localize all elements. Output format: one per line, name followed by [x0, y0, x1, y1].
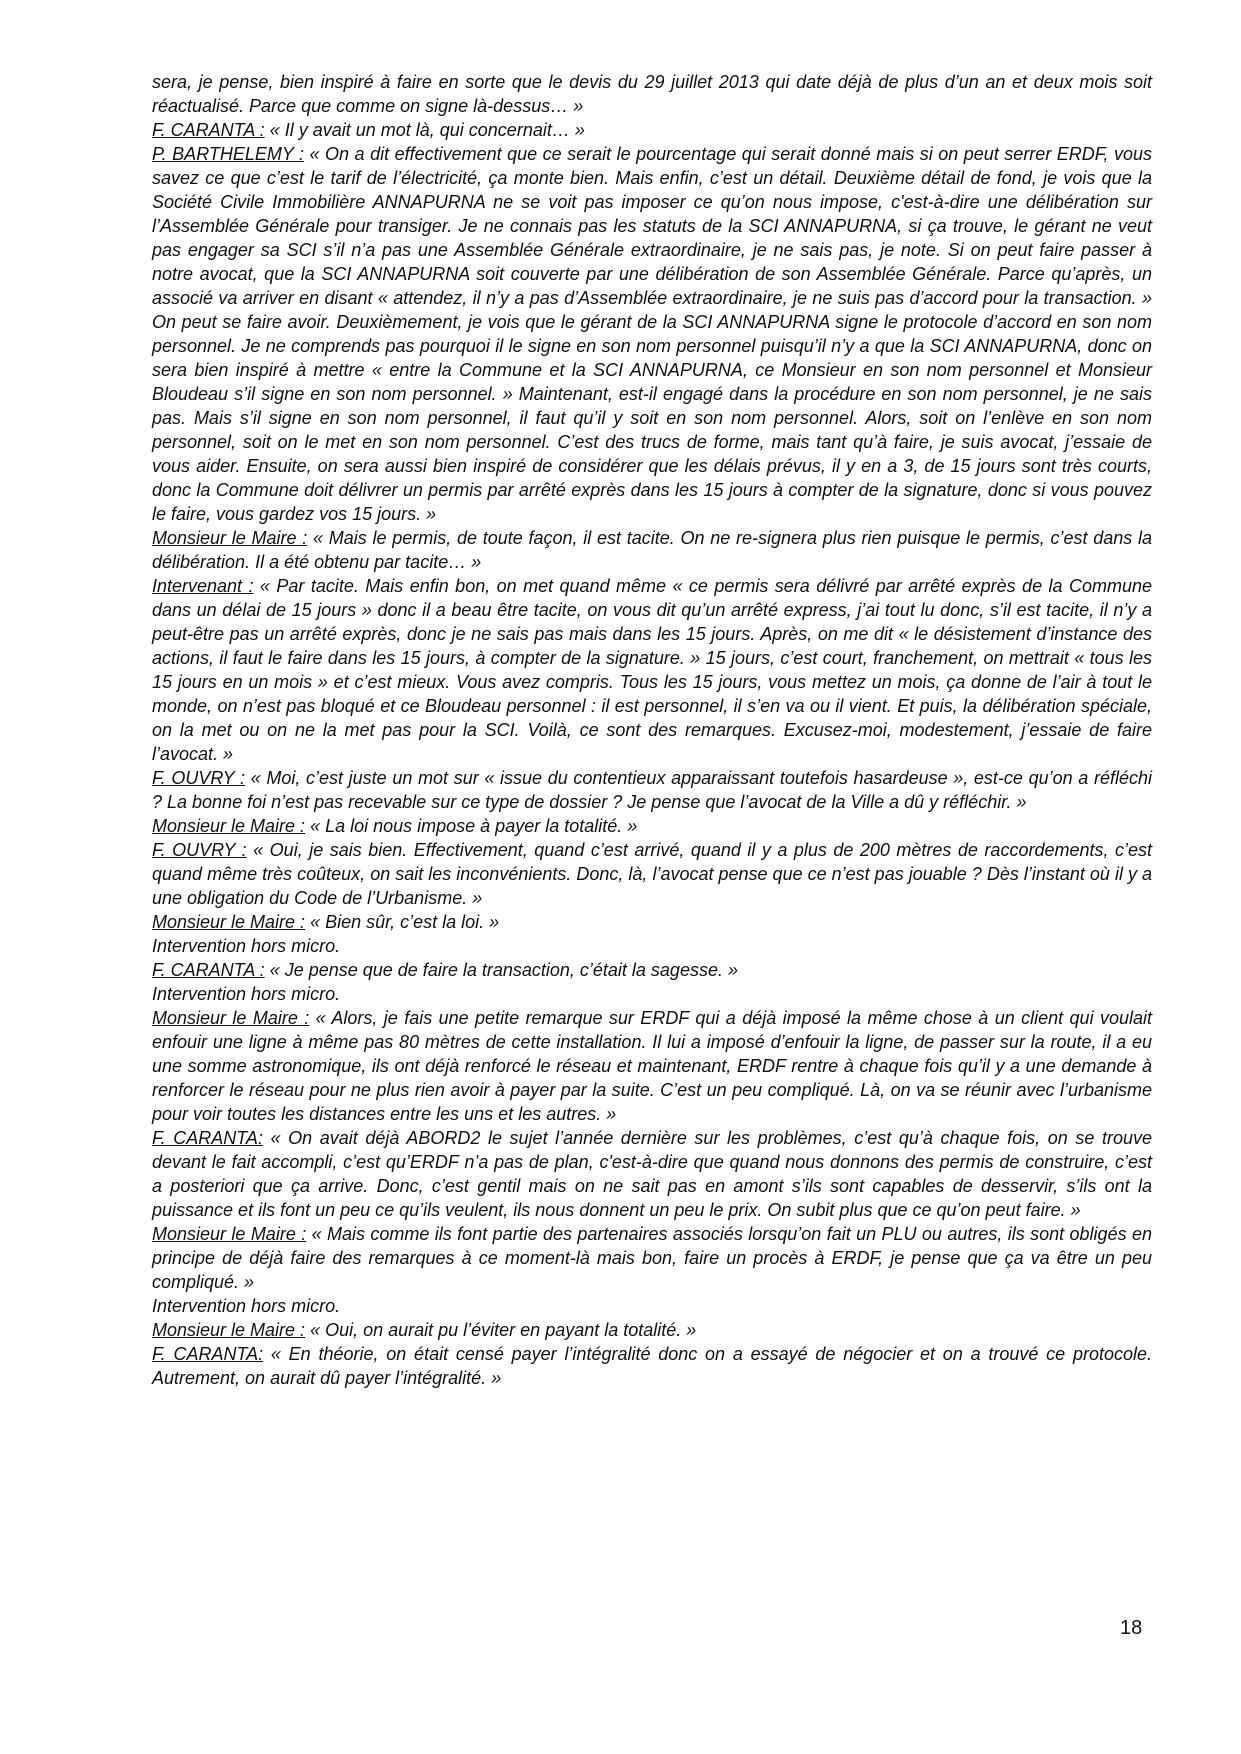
speech-text: « En théorie, on était censé payer l’intégralité donc on a essayé de négocier et on a trouvé ce protocole. Autrement, on aurait dû payer l’intégralité. » [152, 1344, 1152, 1388]
speaker-name: Monsieur le Maire : [152, 912, 306, 932]
paragraph [152, 1342, 1152, 1390]
paragraph [152, 70, 1152, 118]
speech-text: « Moi, c’est juste un mot sur « issue du contentieux apparaissant toutefois hasardeuse », est-ce qu’on a réfléchi ? La bonne foi n’est pas recevable sur ce type de dossier ? Je pense que l’avocat de la Ville a dû y réfléchir. » [152, 768, 1152, 812]
paragraph [152, 142, 1152, 526]
speaker-name: Intervenant : [152, 576, 254, 596]
speech-text: « Oui, on aurait pu l’éviter en payant la totalité. » [305, 1320, 697, 1340]
speaker-name: F. CARANTA : [152, 120, 265, 140]
paragraph [152, 838, 1152, 910]
document-body [152, 70, 1152, 1390]
speech-text: « Je pense que de faire la transaction, c’était la sagesse. » [264, 960, 738, 980]
speaker-name: F. OUVRY : [152, 840, 247, 860]
speaker-name: F. CARANTA: [152, 1344, 264, 1364]
speaker-name: F. CARANTA : [152, 960, 265, 980]
paragraph [152, 118, 1152, 142]
paragraph [152, 1006, 1152, 1126]
speech-text: « On avait déjà ABORD2 le sujet l’année dernière sur les problèmes, c’est qu’à chaque fois, on se trouve devant le fait accompli, c’est qu’ERDF n’a pas de plan, c'est-à-dire que quand nous donnons des permis de construire, c’est a posteriori que ça arrive. Donc, c’est gentil mais on ne sait pas en amont s’ils sont capables de desservir, s’ils ont la puissance et ils font un peu ce qu’ils veulent, ils nous donnent un peu le prix. On subit plus que ce qu’on peut faire. » [152, 1128, 1152, 1220]
paragraph [152, 1294, 1152, 1318]
speaker-name: Monsieur le Maire : [152, 1224, 307, 1244]
speech-text: Intervention hors micro. [152, 1296, 341, 1316]
paragraph [152, 814, 1152, 838]
speech-text: Intervention hors micro. [152, 936, 341, 956]
paragraph [152, 1126, 1152, 1222]
speaker-name: Monsieur le Maire : [152, 528, 308, 548]
speech-text: « Il y avait un mot là, qui concernait… » [264, 120, 585, 140]
paragraph [152, 574, 1152, 766]
speaker-name: Monsieur le Maire : [152, 816, 306, 836]
speech-text: sera, je pense, bien inspiré à faire en sorte que le devis du 29 juillet 2013 qui date déjà de plus d’un an et deux mois soit réactualisé. Parce que comme on signe là-dessus… » [152, 72, 1152, 116]
paragraph [152, 958, 1152, 982]
speech-text: « Mais le permis, de toute façon, il est tacite. On ne re-signera plus rien puisque le permis, c’est dans la délibération. Il a été obtenu par tacite… » [152, 528, 1152, 572]
speech-text: « Oui, je sais bien. Effectivement, quand c’est arrivé, quand il y a plus de 200 mètres de raccordements, c’est quand même très coûteux, on sait les inconvénients. Donc, là, l’avocat pense que ce n’est pas jouable ? Dès l’instant où il y a une obligation du Code de l’Urbanisme. » [152, 840, 1152, 908]
speaker-name: Monsieur le Maire : [152, 1008, 310, 1028]
paragraph [152, 526, 1152, 574]
speech-text: Intervention hors micro. [152, 984, 341, 1004]
speaker-name: Monsieur le Maire : [152, 1320, 306, 1340]
speech-text: « Bien sûr, c’est la loi. » [305, 912, 500, 932]
speech-text: « La loi nous impose à payer la totalité. » [305, 816, 638, 836]
speech-text: « Par tacite. Mais enfin bon, on met quand même « ce permis sera délivré par arrêté exprès de la Commune dans un délai de 15 jours » donc il a beau être tacite, on vous dit qu’un arrêté express, j’ai tout lu donc, s’il est tacite, il n’y a peut-être pas un arrêté exprès, donc je ne sais pas mais dans les 15 jours. Après, on me dit « le désistement d’instance des actions, il faut le faire dans les 15 jours, à compter de la signature. » 15 jours, c’est court, franchement, on mettrait « tous les 15 jours en un mois » et c’est mieux. Vous avez compris. Tous les 15 jours, vous mettez un mois, ça donne de l’air à tout le monde, on n’est pas bloqué et ce Bloudeau personnel : il est personnel, il s’en va ou il vient. Et puis, la délibération spéciale, on la met ou on ne la met pas pour la SCI. Voilà, ce sont des remarques. Excusez-moi, modestement, j’essaie de faire l’avocat. » [152, 576, 1152, 764]
speaker-name: F. CARANTA: [152, 1128, 263, 1148]
paragraph [152, 766, 1152, 814]
paragraph [152, 934, 1152, 958]
speech-text: « Alors, je fais une petite remarque sur ERDF qui a déjà imposé la même chose à un client qui voulait enfouir une ligne à même pas 80 mètres de cette installation. Il lui a imposé d’enfouir la ligne, de passer sur la route, il a eu une somme astronomique, ils ont déjà renforcé le réseau et maintenant, ERDF rentre à chaque fois qu’il y a une demande à renforcer le réseau pour ne plus rien avoir à payer par la suite. C’est un peu compliqué. Là, on va se réunir avec l’urbanisme pour voir toutes les distances entre les uns et les autres. » [152, 1008, 1152, 1124]
paragraph [152, 982, 1152, 1006]
paragraph [152, 1318, 1152, 1342]
speaker-name: F. OUVRY : [152, 768, 246, 788]
paragraph [152, 1222, 1152, 1294]
speech-text: « Mais comme ils font partie des partenaires associés lorsqu’on fait un PLU ou autres, ils sont obligés en principe de déjà faire des remarques à ce moment-là mais bon, faire un procès à ERDF, je pense que ça va être un peu compliqué. » [152, 1224, 1152, 1292]
page-number: 18 [1120, 1617, 1143, 1639]
speech-text: « On a dit effectivement que ce serait le pourcentage qui serait donné mais si on peut serrer ERDF, vous savez ce que c’est le tarif de l’électricité, ça monte bien. Mais enfin, c’est un détail. Deuxième détail de fond, je vois que la Société Civile Immobilière ANNAPURNA ne se voit pas imposer ce qu’on nous impose, c'est-à-dire une délibération sur l’Assemblée Générale pour transiger. Je ne connais pas les statuts de la SCI ANNAPURNA, si ça trouve, le gérant ne veut pas engager sa SCI s’il n’a pas une Assemblée Générale extraordinaire, je ne sais pas, je note. Si on peut faire passer à notre avocat, que la SCI ANNAPURNA soit couverte par une délibération de son Assemblée Générale. Parce qu’après, un associé va arriver en disant « attendez, il n’y a pas d’Assemblée extraordinaire, je ne suis pas d’accord pour la transaction. » On peut se faire avoir. Deuxièmement, je vois que le gérant de la SCI ANNAPURNA signe le protocole d’accord en son nom personnel. Je ne comprends pas pourquoi il le signe en son nom personnel puisqu’il n’y a que la SCI ANNAPURNA, donc on sera bien inspiré à mettre « entre la Commune et la SCI ANNAPURNA, ce Monsieur en son nom personnel et Monsieur Bloudeau s’il signe en son nom personnel. » Maintenant, est-il engagé dans la procédure en son nom personnel, je ne sais pas. Mais s’il signe en son nom personnel, il faut qu’il y soit en son nom personnel. Alors, soit on l’enlève en son nom personnel, soit on le met en son nom personnel. C’est des trucs de forme, mais tant qu’à faire, je suis avocat, j’essaie de vous aider. Ensuite, on sera aussi bien inspiré de considérer que les délais prévus, il y en a 3, de 15 jours sont très courts, donc la Commune doit délivrer un permis par arrêté exprès dans les 15 jours à compter de la signature, donc si vous pouvez le faire, vous gardez vos 15 jours. » [152, 144, 1152, 524]
speaker-name: P. BARTHELEMY : [152, 144, 305, 164]
paragraph [152, 910, 1152, 934]
